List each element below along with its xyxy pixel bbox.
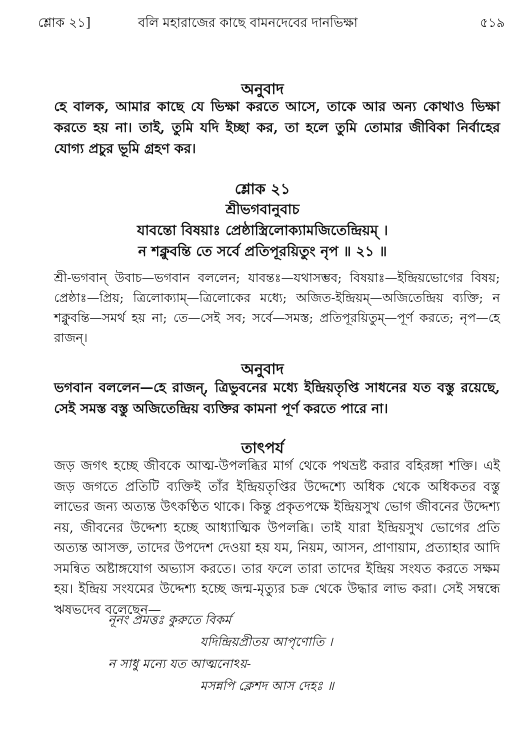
purport-heading: তাৎপর্য bbox=[241, 439, 284, 457]
synonyms-text: শ্রী-ভগবান্ উবাচ—ভগবান বললেন; যাবন্তঃ—যথাসম্ভব; বিষয়াঃ—ইন্দ্রিয়ভোগের বিষয়; প্রেষ্ঠাঃ—প্রিয়; ত্রিলোক্যাম্—ত্রিলোকের মধ্যে; অজিত-ইন্দ্রিয়ম্—অজিতেন্দ্রিয় ব্যক্তি; ন শক্নুবন্তি—সমর্থ হয় না; তে—সেই সব; সর্বে—সমস্ত; প্রতিপূরয়িতুম্—পূর্ণ করতে; নৃপ—হে রাজন্। bbox=[54, 270, 500, 345]
verse-line-2: ন শক্নুবন্তি তে সর্বে প্রতিপূরয়িতুং নৃপ ॥ ২১ ॥ bbox=[138, 244, 387, 260]
translation-text-2: ভগবান বললেন—হে রাজন্, ত্রিভুবনের মধ্যে ইন্দ্রিয়তৃপ্তি সাধনের যত বস্তু রয়েছে, সেই সমস্ত বস্তু অজিতেন্দ্রিয় ব্যক্তির কামনা পূর্ণ করতে পারে না। bbox=[54, 380, 500, 417]
quote-line-4: মসন্নপি ক্লেশদ আস দেহঃ ॥ bbox=[200, 678, 334, 693]
translation-heading: অনুবাদ bbox=[241, 80, 284, 98]
quote-line-2: যদিন্দ্রিয়প্রীতয় আপৃণোতি । bbox=[200, 634, 333, 649]
verse-number: শ্লোক ২১ bbox=[234, 180, 291, 198]
translation-text: হে বালক, আমার কাছে যে ভিক্ষা করতে আসে, তাকে আর অন্য কোথাও ভিক্ষা করতে হয় না। তাই, তুমি যদি ইচ্ছা কর, তা হলে তুমি তোমার জীবিকা নির্বাহের যোগ্য প্রচুর ভূমি গ্রহণ কর। bbox=[54, 99, 500, 157]
purport-text: জড় জগৎ হচ্ছে জীবকে আত্ম-উপলব্ধির মার্গ থেকে পথভ্রষ্ট করার বহিরঙ্গা শক্তি। এই জড় জগতে প্রতিটি ব্যক্তিই তাঁর ইন্দ্রিয়তৃপ্তির উদ্দেশ্যে অধিক থেকে অধিকতর বস্তু লাভের জন্য অত্যন্ত উৎকণ্ঠিত থাকে। কিন্তু প্রকৃতপক্ষে ইন্দ্রিয়সুখ ভোগ জীবনের উদ্দেশ্য নয়, জীবনের উদ্দেশ্য হচ্ছে আধ্যাত্মিক উপলব্ধি। তাই যারা ইন্দ্রিয়সুখ ভোগের প্রতি অত্যন্ত আসক্ত, তাদের উপদেশ দেওয়া হয় যম, নিয়ম, আসন, প্রাণায়াম, প্রত্যাহার আদি সমন্বিত অষ্টাঙ্গযোগ অভ্যাস করতে। তার ফলে তারা তাদের ইন্দ্রিয় সংযত করতে সক্ষম হয়। ইন্দ্রিয় সংযমের উদ্দেশ্য হচ্ছে জন্ম-মৃত্যুর চক্র থেকে উদ্ধার লাভ করা। সেই সম্বন্ধে ঋষভদেব বলেছেন— bbox=[54, 459, 500, 618]
translation-heading-2: অনুবাদ bbox=[241, 360, 284, 378]
verse-reference: শ্লোক ২১] bbox=[38, 16, 91, 31]
page-header bbox=[38, 8, 505, 34]
chapter-title: বলি মহারাজের কাছে বামনদেবের দানভিক্ষা bbox=[138, 16, 358, 31]
verse-speaker: শ্রীভগবানুবাচ bbox=[225, 202, 300, 218]
verse-line-1: যাবন্তো বিষয়াঃ প্রেষ্ঠাস্ত্রিলোক্যামজিতেন্দ্রিয়ম্ । bbox=[137, 223, 388, 239]
quote-line-1: নূনং প্রমত্তঃ কুরুতে বিকর্ম bbox=[108, 612, 232, 627]
page-number: ৫১৯ bbox=[479, 16, 505, 31]
quote-line-3: ন সাধু মন্যে যত আত্মনোঽয়- bbox=[108, 656, 251, 671]
